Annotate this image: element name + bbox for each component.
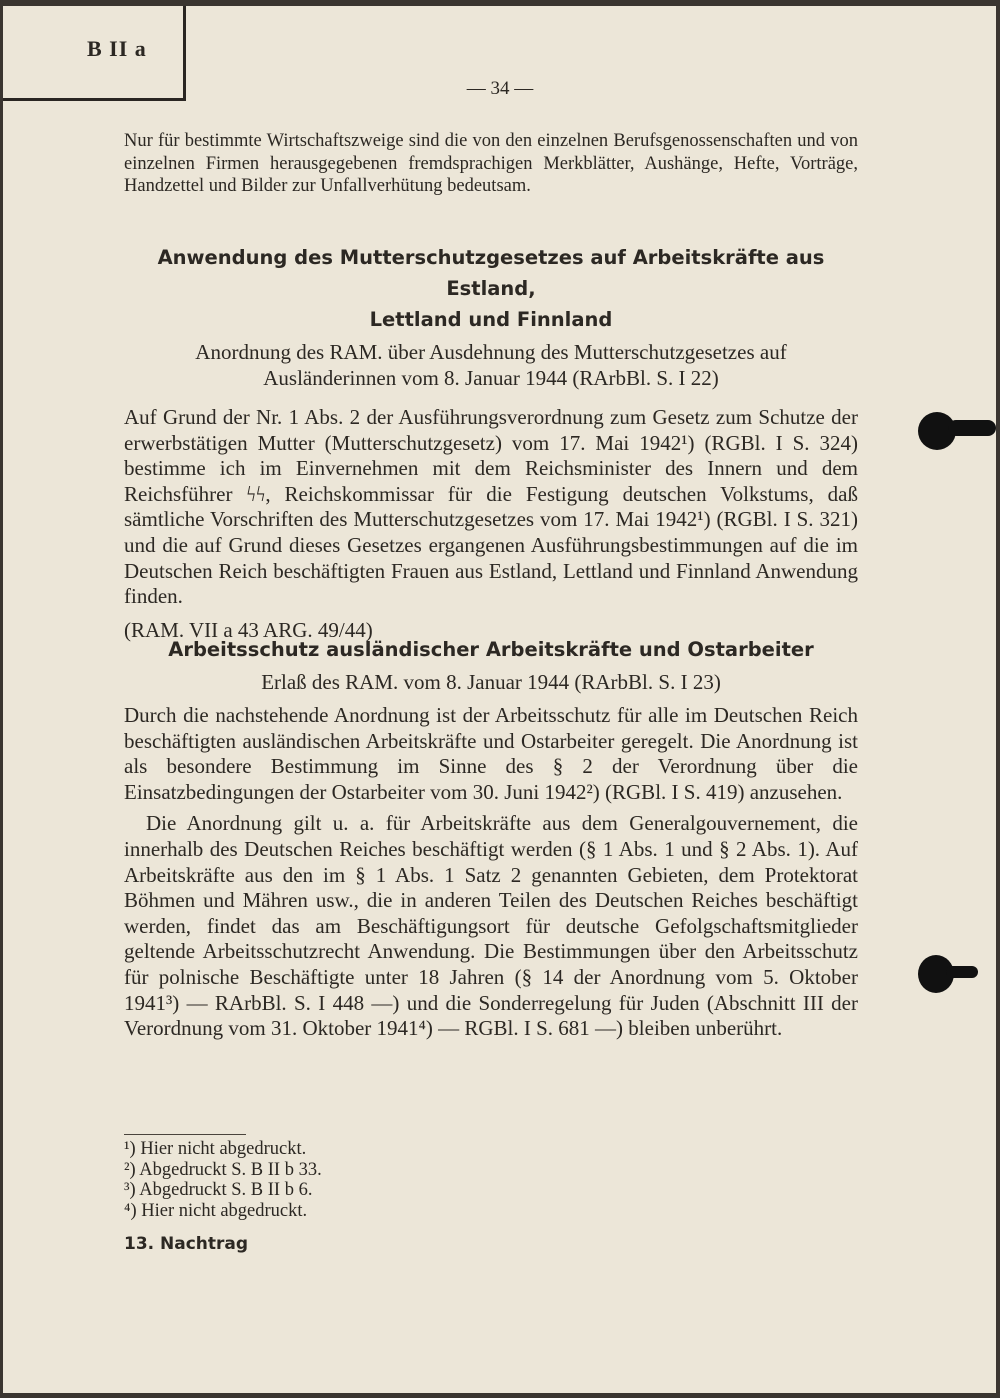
section2-heading: Arbeitsschutz ausländischer Arbeitskräfte und Ostarbeiter xyxy=(168,638,814,661)
section1-body: Auf Grund der Nr. 1 Abs. 2 der Ausführungsverordnung zum Gesetz zum Schutze der erwerbstätigen Mutter (Mutterschutzgesetz) vom 17. Mai 1942¹) (RGBl. I S. 324) bestimme ich im Einvernehmen mit dem Reichsminister des Innern und dem Reichsführer ϟϟ, Reichskommissar für die Festigung deutschen Volkstums, daß sämtliche Vorschriften des Mutterschutzgesetzes vom 17. Mai 1942¹) (RGBl. I S. 321) und die auf Grund dieses Gesetzes ergangenen Ausführungsbestimmungen auf die im Deutschen Reich beschäftigten Frauen aus Estland, Lettland und Finnland Anwendung finden. xyxy=(124,405,858,609)
footnote-3: ³) Abgedruckt S. B II b 6. xyxy=(124,1180,313,1200)
section2-subheading: Erlaß des RAM. vom 8. Januar 1944 (RArbBl. S. I 23) xyxy=(261,670,721,694)
footer xyxy=(124,1234,858,1254)
punch-hole-upper-tail xyxy=(948,420,996,436)
intro-block xyxy=(124,130,858,198)
punch-hole-lower-tail xyxy=(946,966,978,978)
footnote-4: ⁴) Hier nicht abgedruckt. xyxy=(124,1200,308,1221)
section1-subheading: Anordnung des RAM. über Ausdehnung des Mutterschutzgesetzes auf Ausländerinnen vom 8. Januar 1944 (RArbBl. S. I 22) xyxy=(195,340,787,390)
section-mutterschutz xyxy=(124,242,858,643)
section1-heading-line2: Lettland und Finnland xyxy=(369,308,613,331)
footnote-rule xyxy=(124,1134,246,1135)
scan-edge-bottom xyxy=(0,1393,1000,1398)
supplement-label: 13. Nachtrag xyxy=(124,1234,249,1254)
section-signature: B II a xyxy=(87,36,147,61)
section2-paragraph1: Durch die nachstehende Anordnung ist der Arbeitsschutz für alle im Deutschen Reich beschäftigten ausländischen Arbeitskräfte und Ostarbeiter geregelt. Die Anordnung ist als besondere Bestimmung im Sinne des § 2 der Verordnung über die Einsatzbedingungen der Ostarbeiter vom 30. Juni 1942²) (RGBl. I S. 419) anzusehen. xyxy=(124,703,858,804)
footnote-1: ¹) Hier nicht abgedruckt. xyxy=(124,1139,307,1159)
intro-paragraph: Nur für bestimmte Wirtschaftszweige sind die von den einzelnen Berufsgenossenschaften und von einzelnen Firmen herausgegebenen fremdsprachigen Merkblätter, Aushänge, Hefte, Vorträge, Handzettel und Bilder zur Unfallverhütung bedeutsam. xyxy=(124,131,858,196)
section-arbeitsschutz xyxy=(124,634,858,1042)
scan-edge-right xyxy=(996,0,1000,1398)
page-number: — 34 — xyxy=(466,78,534,99)
section2-paragraph2: Die Anordnung gilt u. a. für Arbeitskräfte aus dem Generalgouvernement, die innerhalb des Deutschen Reiches beschäftigt werden (§ 1 Abs. 1 und § 2 Abs. 1). Auf Arbeitskräfte aus den im § 1 Abs. 1 Satz 2 genannten Gebieten, dem Protektorat Böhmen und Mähren usw., die in anderen Teilen des Deutschen Reiches beschäftigt werden, findet das am Beschäftigungsort für deutsche Gefolgschaftsmitglieder geltende Arbeitsschutzrecht Anwendung. Die Bestimmungen über den Arbeitsschutz für polnische Beschäftigte unter 18 Jahren (§ 14 der Anordnung vom 5. Oktober 1941³) — RArbBl. S. I 448 —) und die Sonderregelung für Juden (Abschnitt III der Verordnung vom 31. Oktober 1941⁴) — RGBl. I S. 681 —) bleiben unberührt. xyxy=(124,811,858,1041)
footnote-2: ²) Abgedruckt S. B II b 33. xyxy=(124,1159,322,1180)
footnotes xyxy=(124,1128,858,1221)
section1-heading-line1: Anwendung des Mutterschutzgesetzes auf Arbeitskräfte aus Estland, xyxy=(157,246,825,300)
scan-edge-left xyxy=(0,0,3,1398)
section1-reference: (RAM. VII a 43 ARG. 49/44) xyxy=(124,617,373,642)
